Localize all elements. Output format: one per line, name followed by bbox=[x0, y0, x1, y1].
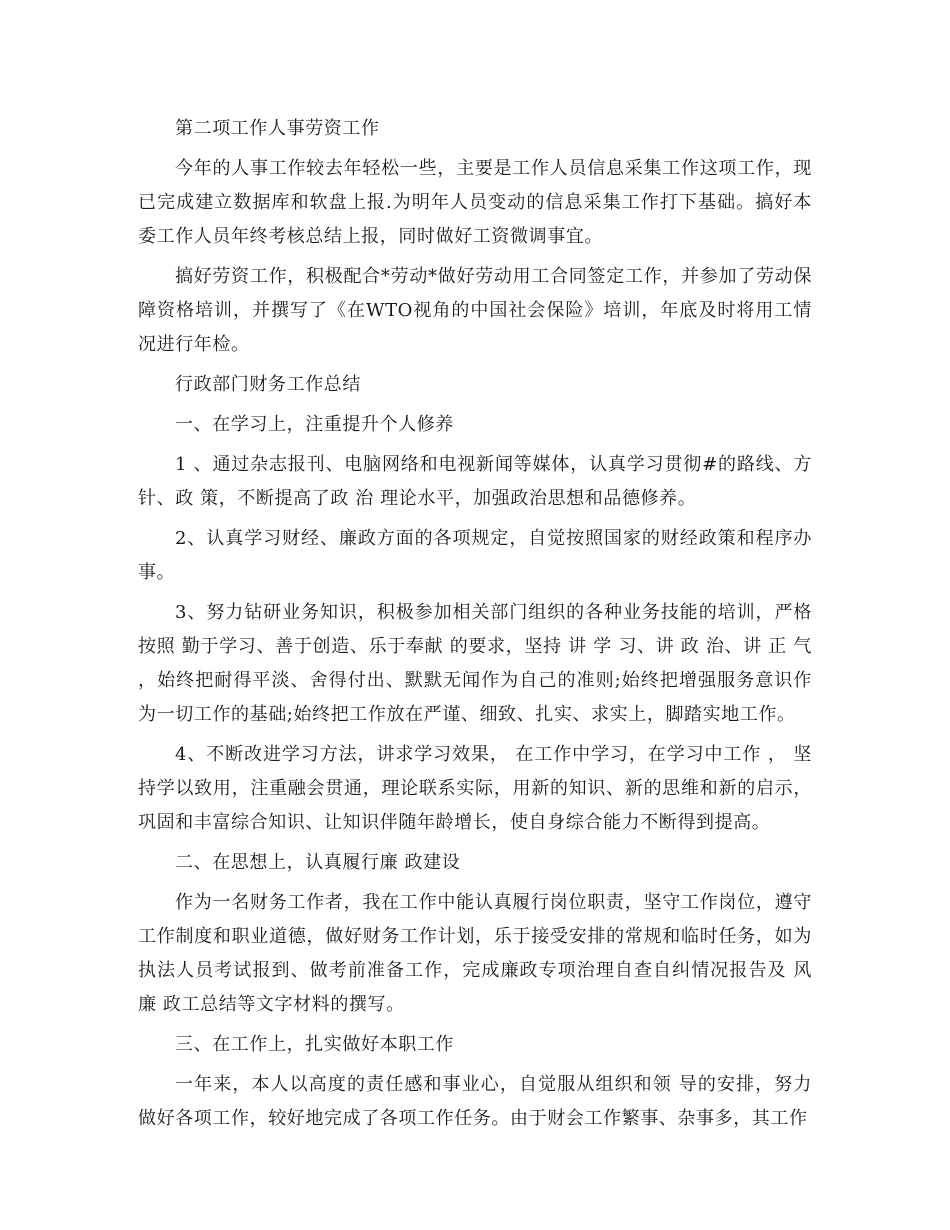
paragraph-work: 一年来，本人以高度的责任感和事业心，自觉服从组织和领 导的安排，努力做好各项工作，较好地完成了各项工作任务。由于财会工作繁事、杂事多，其工作 bbox=[138, 1074, 812, 1129]
document-title: 行政部门财务工作总结 bbox=[175, 374, 361, 395]
section-heading-ideology: 二、在思想上，认真履行廉 政建设 bbox=[175, 852, 461, 873]
paragraph-labor-work: 搞好劳资工作，积极配合*劳动*做好劳动用工合同签定工作，并参加了劳动保障资格培训，并撰写了《在WTO视角的中国社会保险》培训，年底及时将用工情况进行年检。 bbox=[138, 266, 812, 355]
document-page bbox=[138, 112, 812, 1136]
section-heading-study: 一、在学习上，注重提升个人修养 bbox=[175, 414, 454, 435]
paragraph-personnel-work: 今年的人事工作较去年轻松一些，主要是工作人员信息采集工作这项工作，现已完成建立数据库和软盘上报.为明年人员变动的信息采集工作打下基础。搞好本委工作人员年终考核总结上报，同时做好工资微调事宜。 bbox=[138, 158, 812, 247]
paragraph-ideology: 作为一名财务工作者，我在工作中能认真履行岗位职责，坚守工作岗位，遵守工作制度和职业道德，做好财务工作计划，乐于接受安排的常规和临时任务，如为执法人员考试报到、做考前准备工作，完成廉政专项治理自查自纠情况报告及 风廉 政工总结等文字材料的撰写。 bbox=[138, 892, 812, 1015]
section-heading-work: 三、在工作上，扎实做好本职工作 bbox=[175, 1034, 454, 1055]
section-heading-personnel-labor: 第二项工作人事劳资工作 bbox=[175, 118, 380, 139]
list-item-study-3: 3、努力钻研业务知识，积极参加相关部门组织的各种业务技能的培训，严格按照 勤于学习、善于创造、乐于奉献 的要求，坚持 讲 学 习、讲 政 治、讲 正 气 ，始终把耐得平淡、舍得付出、默默无闻作为自己的准则;始终把增强服务意识作为一切工作的基础;始终把工作放在严谨、细致、扎实、求实上，脚踏实地工作。 bbox=[138, 602, 812, 725]
list-item-study-4: 4、不断改进学习方法，讲求学习效果， 在工作中学习，在学习中工作 ， 坚持学以致用，注重融会贯通，理论联系实际，用新的知识、新的思维和新的启示，巩固和丰富综合知识、让知识伴随年龄增长，使自身综合能力不断得到提高。 bbox=[138, 744, 812, 833]
list-item-study-1: 1 、通过杂志报刊、电脑网络和电视新闻等媒体，认真学习贯彻#的路线、方针、政 策，不断提高了政 治 理论水平，加强政治思想和品德修养。 bbox=[138, 454, 812, 509]
list-item-study-2: 2、认真学习财经、廉政方面的各项规定，自觉按照国家的财经政策和程序办事。 bbox=[138, 528, 812, 583]
